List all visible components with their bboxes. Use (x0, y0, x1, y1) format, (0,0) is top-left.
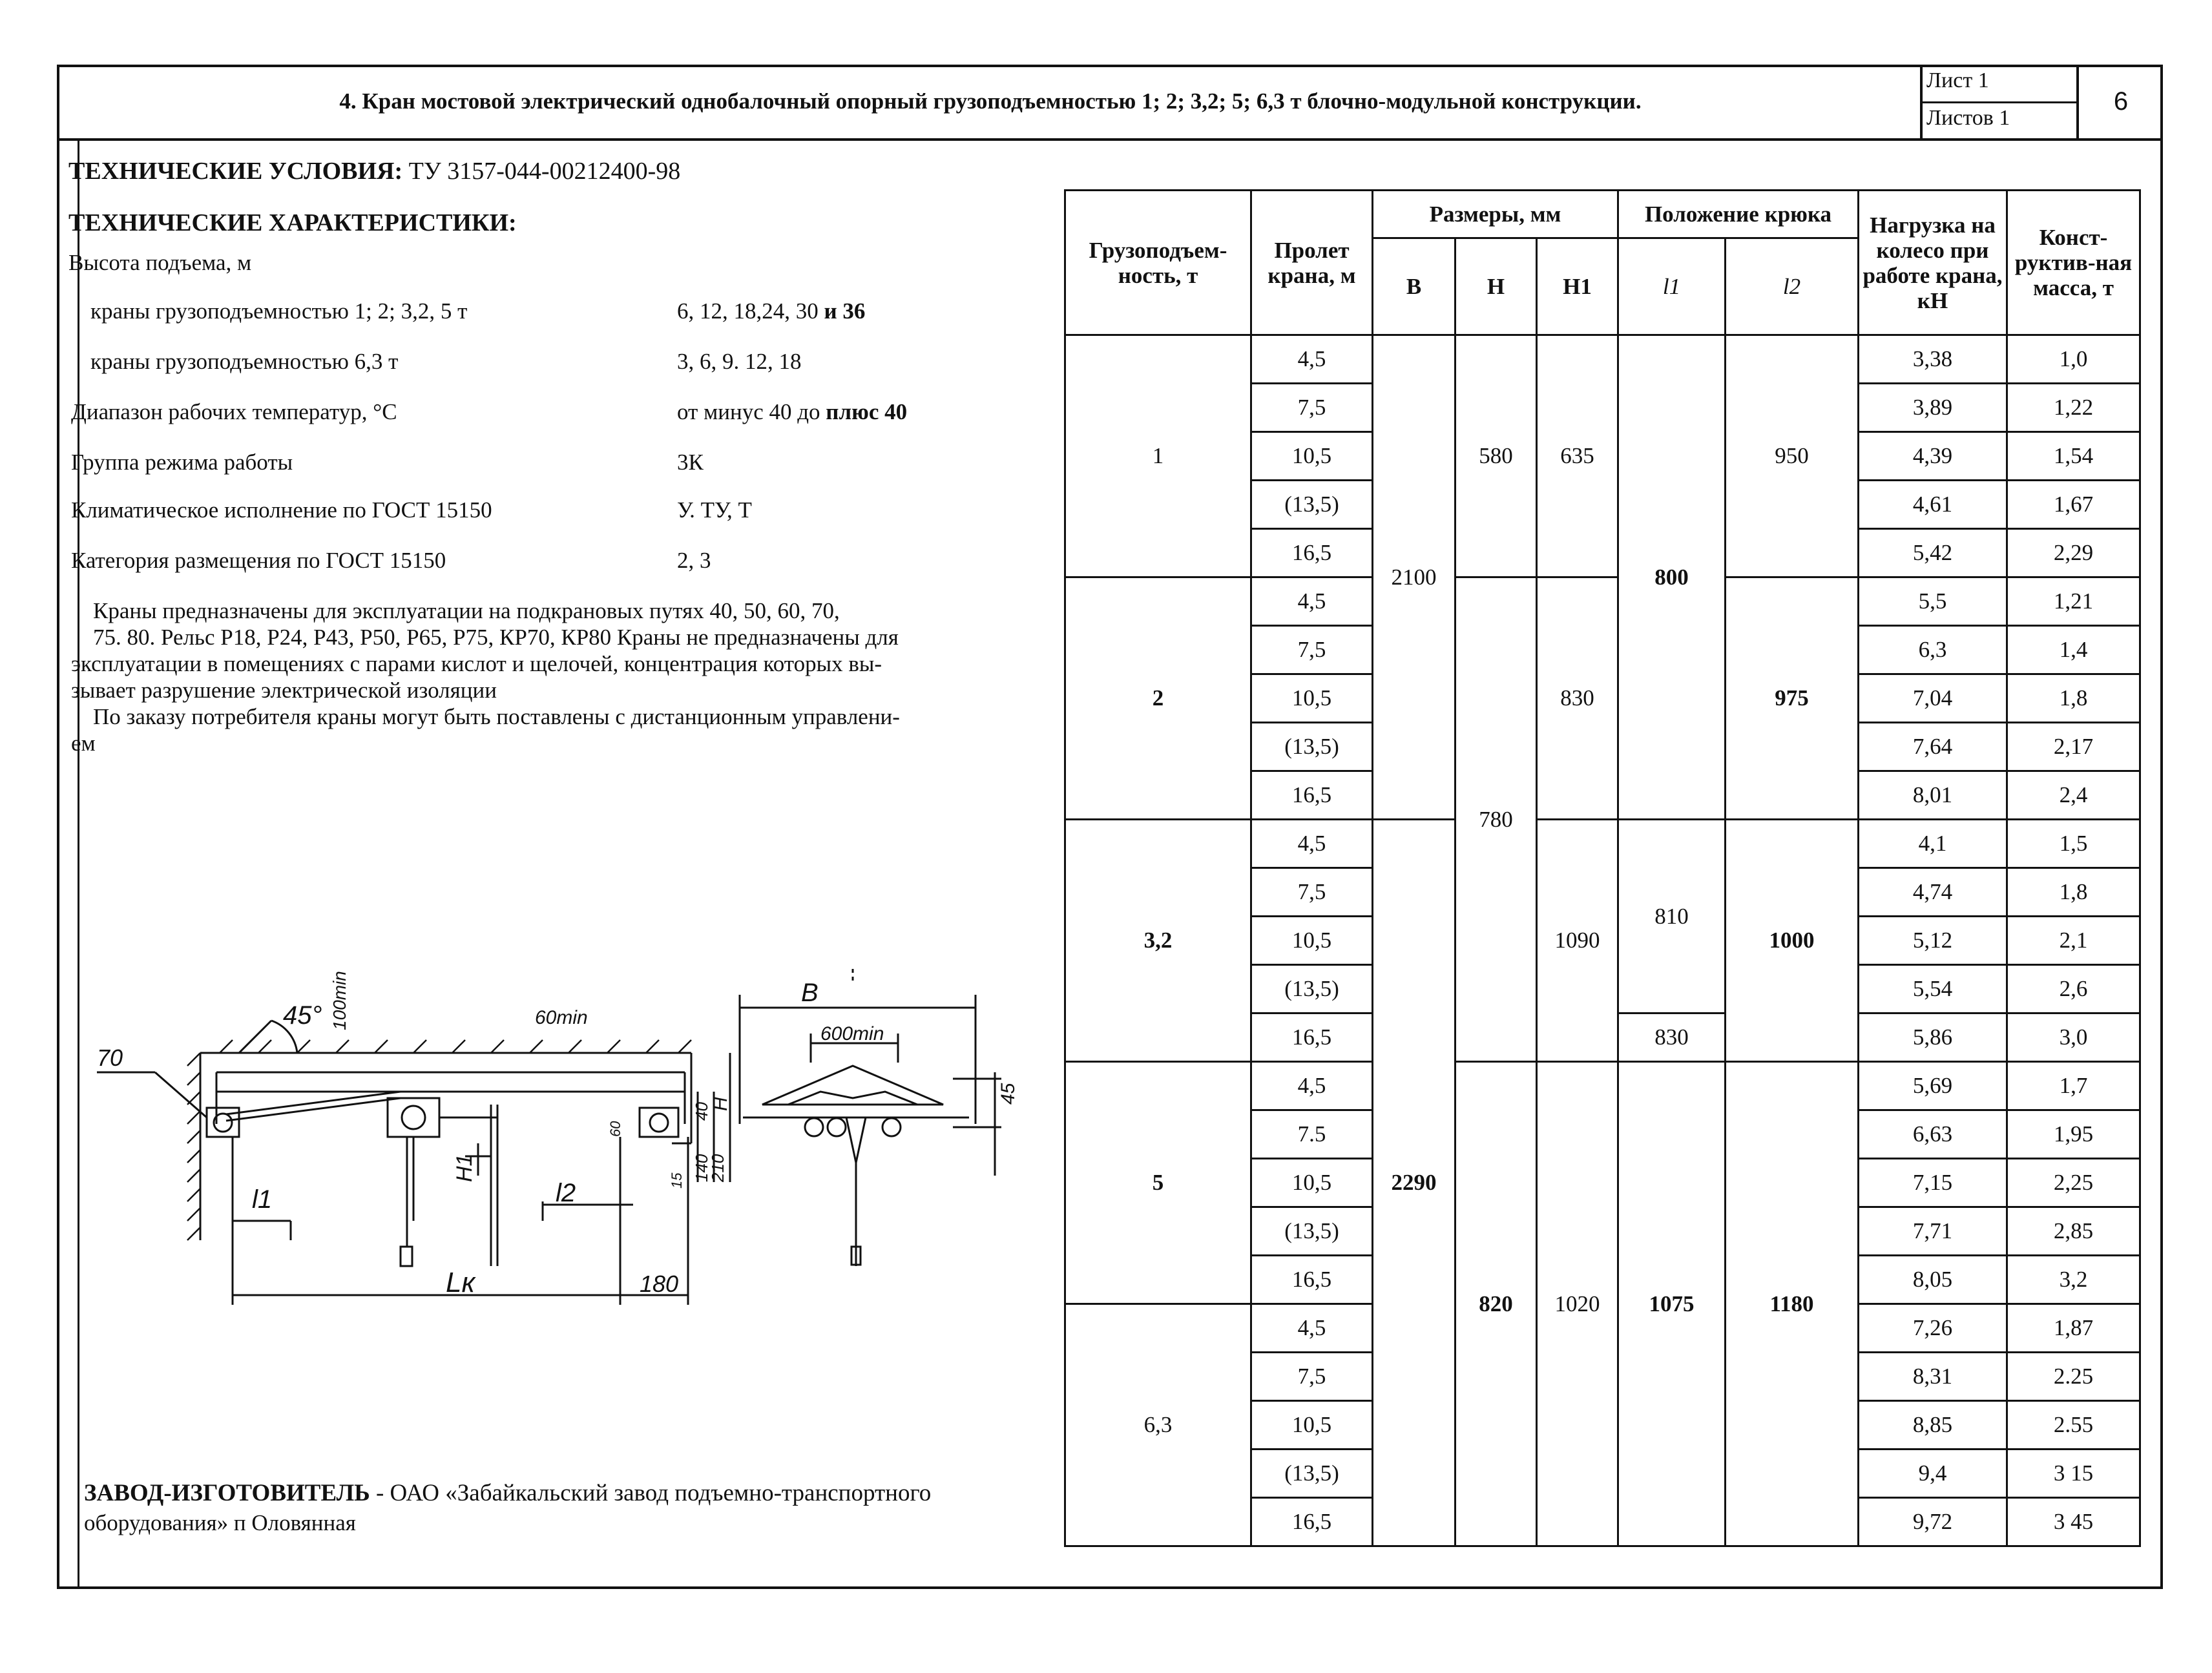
mass-cell: 2,29 (2007, 529, 2140, 577)
capacity-cell: 5 (1065, 1062, 1251, 1304)
wheel-load-cell: 6,3 (1859, 626, 2007, 674)
span-cell: 7,5 (1251, 384, 1373, 432)
wheel-load-cell: 5,42 (1859, 529, 2007, 577)
wheel-load-cell: 8,85 (1859, 1401, 2007, 1450)
span-cell: 16,5 (1251, 1256, 1373, 1304)
tech-conditions-label: ТЕХНИЧЕСКИЕ УСЛОВИЯ: (68, 158, 403, 185)
mass-cell: 3 45 (2007, 1498, 2140, 1546)
crane-front-view (97, 1021, 730, 1305)
header-B: B (1373, 238, 1456, 335)
label-angle: 45° (283, 1001, 322, 1030)
spec-value-duty-group: 3К (677, 450, 704, 475)
span-cell: 4,5 (1251, 577, 1373, 626)
wheel-load-cell: 4,74 (1859, 868, 2007, 917)
hook-l2-cell: 975 (1726, 577, 1859, 820)
spec-value-lift-6-3: 3, 6, 9. 12, 18 (677, 349, 802, 374)
span-cell: 7,5 (1251, 1353, 1373, 1401)
spec-name-temperature: Диапазон рабочих температур, °С (71, 399, 397, 424)
span-cell: (13,5) (1251, 723, 1373, 771)
wheel-load-cell: 4,1 (1859, 820, 2007, 868)
label-60min: 60min (535, 1007, 588, 1028)
mass-cell: 3,2 (2007, 1256, 2140, 1304)
span-cell: 10,5 (1251, 1401, 1373, 1450)
mass-cell: 1,5 (2007, 820, 2140, 868)
capacity-cell: 1 (1065, 335, 1251, 577)
header-span: Пролет крана, м (1251, 191, 1373, 335)
header-H: H (1456, 238, 1537, 335)
header-dimensions: Размеры, мм (1373, 191, 1618, 238)
label-140: 140 (692, 1154, 711, 1182)
label-l1: l1 (252, 1185, 273, 1214)
factory-label: ЗАВОД-ИЗГОТОВИТЕЛЬ (84, 1480, 370, 1506)
mass-cell: 2,25 (2007, 1159, 2140, 1207)
capacity-cell: 6,3 (1065, 1304, 1251, 1546)
mass-cell: 2,17 (2007, 723, 2140, 771)
hook-l1-cell: 810 (1618, 820, 1726, 1013)
spec-value-placement: 2, 3 (677, 548, 711, 573)
span-cell: 16,5 (1251, 771, 1373, 820)
spec-name-lift-6-3: краны грузоподъемностью 6,3 т (90, 349, 399, 374)
header-l2: l2 (1726, 238, 1859, 335)
mass-cell: 1,21 (2007, 577, 2140, 626)
label-60: 60 (607, 1121, 623, 1137)
sheet-label: Лист 1 (1926, 68, 1989, 92)
spec-name-placement: Категория размещения по ГОСТ 15150 (71, 548, 446, 573)
mass-cell: 1,8 (2007, 674, 2140, 723)
span-cell: (13,5) (1251, 481, 1373, 529)
wheel-load-cell: 3,38 (1859, 335, 2007, 384)
wheel-load-cell: 8,05 (1859, 1256, 2007, 1304)
header-hook-position: Положение крюка (1618, 191, 1859, 238)
description-line: зывает разрушение электрической изоляции (71, 678, 497, 703)
label-180: 180 (640, 1271, 679, 1297)
left-rule (78, 141, 79, 1589)
mass-cell: 1,4 (2007, 626, 2140, 674)
mass-cell: 3 15 (2007, 1450, 2140, 1498)
document-title: 4. Кран мостовой электрический однобалочный опорный грузоподъемностью 1; 2; 3,2; 5; 6,3 т блочно-модульной конструкции. (339, 88, 1642, 114)
table-row (1065, 820, 2140, 868)
table-row (1065, 577, 2140, 626)
crane-drawings (78, 943, 1059, 1344)
label-40: 40 (692, 1102, 711, 1121)
label-45: 45 (997, 1083, 1019, 1105)
wheel-load-cell: 7,71 (1859, 1207, 2007, 1256)
header-mass: Конст-руктив-ная масса, т (2007, 191, 2140, 335)
factory-name: ОАО «Забайкальский завод подъемно-транспортного (390, 1480, 932, 1506)
description-line: 75. 80. Рельс Р18, Р24, Р43, Р50, Р65, Р75, КР70, КР80 Краны не предназначены для (93, 625, 899, 650)
spec-name-duty-group: Группа режима работы (71, 450, 293, 475)
dim-H1-cell: 830 (1537, 577, 1618, 820)
mass-cell: 1,7 (2007, 1062, 2140, 1110)
hook-l1-cell: 830 (1618, 1013, 1726, 1062)
description-line: эксплуатации в помещениях с парами кислот и щелочей, концентрация которых вы- (71, 651, 882, 676)
mass-cell: 2,85 (2007, 1207, 2140, 1256)
description-line: ем (71, 731, 96, 756)
header-wheel-load: Нагрузка на колесо при работе крана, кН (1859, 191, 2007, 335)
label-B: B (801, 979, 819, 1007)
wheel-load-cell: 5,69 (1859, 1062, 2007, 1110)
dim-H-cell: 820 (1456, 1062, 1537, 1546)
dim-H1-cell: 1020 (1537, 1062, 1618, 1546)
dim-H-cell: 780 (1456, 577, 1537, 1062)
span-cell: (13,5) (1251, 1207, 1373, 1256)
header-capacity: Грузоподъем-ность, т (1065, 191, 1251, 335)
span-cell: 10,5 (1251, 1159, 1373, 1207)
wheel-load-cell: 7,64 (1859, 723, 2007, 771)
spec-name-climate: Климатическое исполнение по ГОСТ 15150 (71, 497, 492, 523)
span-cell: 10,5 (1251, 674, 1373, 723)
page-number: 6 (2113, 87, 2129, 116)
mass-cell: 1,0 (2007, 335, 2140, 384)
hook-l2-cell: 950 (1726, 335, 1859, 577)
wheel-load-cell: 5,54 (1859, 965, 2007, 1013)
label-H1: H1 (452, 1154, 477, 1182)
factory-line1: ЗАВОД-ИЗГОТОВИТЕЛЬ - ОАО «Забайкальский завод подъемно-транспортного (84, 1480, 932, 1506)
factory-line2: оборудования» п Оловянная (84, 1510, 356, 1535)
table-row (1065, 335, 2140, 384)
span-cell: 4,5 (1251, 820, 1373, 868)
dim-H-cell: 580 (1456, 335, 1537, 577)
spec-name-lift-1-5: краны грузоподъемностью 1; 2; 3,2, 5 т (90, 298, 468, 324)
mass-cell: 1,67 (2007, 481, 2140, 529)
lift-height-label: Высота подъема, м (68, 250, 252, 275)
wheel-load-cell: 7,04 (1859, 674, 2007, 723)
capacity-cell: 3,2 (1065, 820, 1251, 1062)
characteristics-title: ТЕХНИЧЕСКИЕ ХАРАКТЕРИСТИКИ: (68, 209, 517, 236)
wheel-load-cell: 9,4 (1859, 1450, 2007, 1498)
span-cell: 16,5 (1251, 529, 1373, 577)
spec-value-lift-1-5: 6, 12, 18,24, 30 и 36 (677, 298, 866, 324)
spec-value-climate: У. ТУ, Т (677, 497, 752, 523)
wheel-load-cell: 9,72 (1859, 1498, 2007, 1546)
label-15: 15 (669, 1172, 685, 1189)
span-cell: 16,5 (1251, 1013, 1373, 1062)
mass-cell: 2,1 (2007, 917, 2140, 965)
wheel-load-cell: 6,63 (1859, 1110, 2007, 1159)
mass-cell: 2.55 (2007, 1401, 2140, 1450)
wheel-load-cell: 4,39 (1859, 432, 2007, 481)
spec-table (1064, 189, 2141, 1547)
label-210: 210 (708, 1154, 727, 1182)
tech-conditions-value: ТУ 3157-044-00212400-98 (408, 158, 681, 185)
table-row (1065, 1062, 2140, 1110)
sheet-divider (1920, 101, 2079, 103)
dim-H1-cell: 1090 (1537, 820, 1618, 1062)
mass-cell: 2,4 (2007, 771, 2140, 820)
crane-side-view (740, 969, 1001, 1266)
wheel-load-cell: 7,26 (1859, 1304, 2007, 1353)
capacity-cell: 2 (1065, 577, 1251, 820)
wheel-load-cell: 7,15 (1859, 1159, 2007, 1207)
mass-cell: 1,22 (2007, 384, 2140, 432)
spec-value-temperature: от минус 40 до плюс 40 (677, 399, 908, 424)
hook-l1-cell: 800 (1618, 335, 1726, 820)
mass-cell: 1,8 (2007, 868, 2140, 917)
mass-cell: 1,54 (2007, 432, 2140, 481)
wheel-load-cell: 4,61 (1859, 481, 2007, 529)
hook-l2-cell: 1000 (1726, 820, 1859, 1062)
span-cell: 10,5 (1251, 432, 1373, 481)
header-l1: l1 (1618, 238, 1726, 335)
description-line: Краны предназначены для эксплуатации на подкрановых путях 40, 50, 60, 70, (93, 598, 840, 623)
span-cell: 10,5 (1251, 917, 1373, 965)
wheel-load-cell: 5,12 (1859, 917, 2007, 965)
label-H: H (710, 1097, 731, 1111)
mass-cell: 1,87 (2007, 1304, 2140, 1353)
header-H1: H1 (1537, 238, 1618, 335)
hook-l2-cell: 1180 (1726, 1062, 1859, 1546)
label-rail-70: 70 (97, 1044, 123, 1071)
wheel-load-cell: 8,31 (1859, 1353, 2007, 1401)
span-cell: 7,5 (1251, 626, 1373, 674)
description (71, 598, 1066, 756)
mass-cell: 3,0 (2007, 1013, 2140, 1062)
tech-conditions (68, 157, 680, 185)
span-cell: 7.5 (1251, 1110, 1373, 1159)
span-cell: (13,5) (1251, 1450, 1373, 1498)
wheel-load-cell: 3,89 (1859, 384, 2007, 432)
span-cell: 16,5 (1251, 1498, 1373, 1546)
span-cell: 4,5 (1251, 1304, 1373, 1353)
label-l2: l2 (556, 1179, 576, 1207)
span-cell: 7,5 (1251, 868, 1373, 917)
mass-cell: 2,6 (2007, 965, 2140, 1013)
label-600min: 600min (820, 1023, 884, 1044)
label-Lk: Lк (446, 1267, 475, 1298)
span-cell: 4,5 (1251, 335, 1373, 384)
hook-l1-cell: 1075 (1618, 1062, 1726, 1546)
span-cell: (13,5) (1251, 965, 1373, 1013)
mass-cell: 2.25 (2007, 1353, 2140, 1401)
description-line: По заказу потребителя краны могут быть поставлены с дистанционным управлени- (93, 704, 900, 729)
mass-cell: 1,95 (2007, 1110, 2140, 1159)
dim-H1-cell: 635 (1537, 335, 1618, 577)
dim-B-cell: 2290 (1373, 820, 1456, 1546)
dim-B-cell: 2100 (1373, 335, 1456, 820)
sheets-count-label: Листов 1 (1926, 106, 2010, 130)
wheel-load-cell: 5,5 (1859, 577, 2007, 626)
wheel-load-cell: 8,01 (1859, 771, 2007, 820)
span-cell: 4,5 (1251, 1062, 1373, 1110)
label-100min: 100min (329, 971, 350, 1030)
wheel-load-cell: 5,86 (1859, 1013, 2007, 1062)
